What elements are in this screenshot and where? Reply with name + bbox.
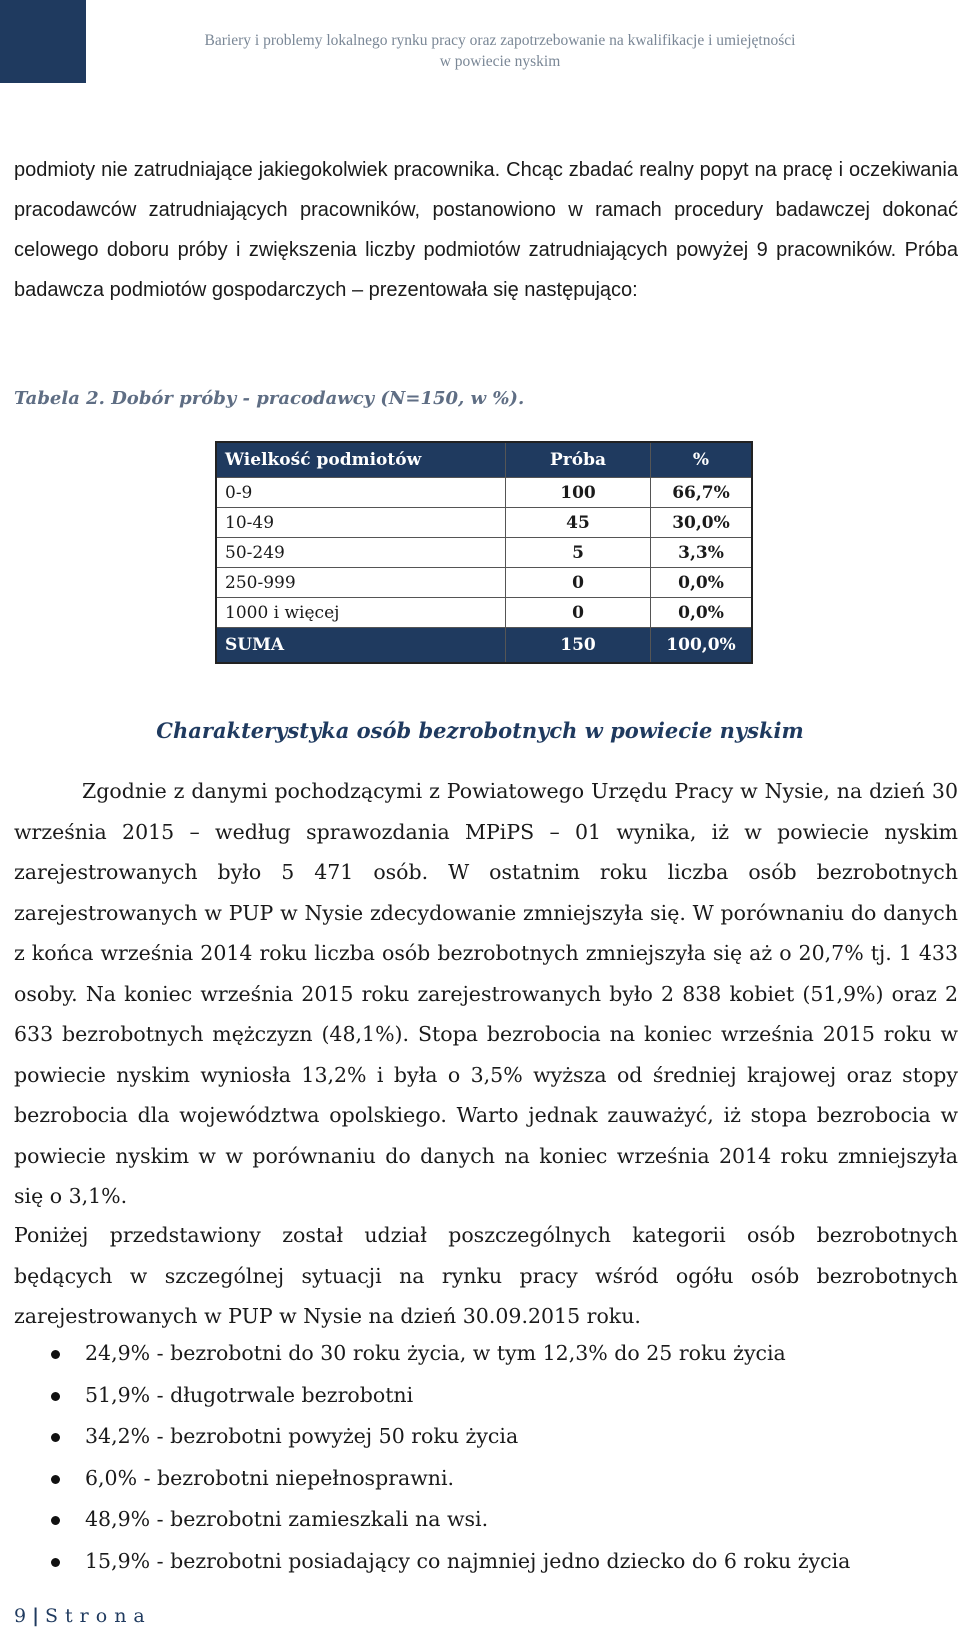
- running-header-line-1: Bariery i problemy lokalnego rynku pracy oraz zapotrzebowanie na kwalifikacje i umiejętności: [204, 32, 796, 49]
- bullet-icon: [51, 1558, 60, 1567]
- column-header: %: [651, 442, 753, 478]
- table-cell: 1000 i więcej: [216, 598, 506, 628]
- list-item: [0, 1541, 850, 1583]
- total-label: SUMA: [216, 628, 506, 664]
- page-number: 9: [14, 1605, 27, 1627]
- list-item: [0, 1458, 850, 1500]
- total-count: 150: [506, 628, 651, 664]
- page-footer: [14, 1605, 152, 1627]
- bullet-icon: [51, 1392, 60, 1401]
- running-header-line-2: w powiecie nyskim: [439, 53, 561, 70]
- page-label: Strona: [45, 1605, 152, 1627]
- list-item-text: 51,9% - długotrwale bezrobotni: [85, 1382, 414, 1407]
- list-item-text: 24,9% - bezrobotni do 30 roku życia, w tym 12,3% do 25 roku życia: [85, 1341, 786, 1365]
- bullet-icon: [51, 1350, 60, 1359]
- table-cell: 100: [506, 478, 651, 508]
- table-row: [216, 568, 752, 598]
- unemployment-paragraph-text: Zgodnie z danymi pochodzącymi z Powiatowego Urzędu Pracy w Nysie, na dzień 30 września 2015 – według sprawozdania MPiPS – 01 wynika, iż w powiecie nyskim zarejestrowanych było 5 471 osób. W ostatnim roku liczba osób bezrobotnych zarejestrowanych w PUP w Nysie zdecydowanie zmniejszyła się. W porównaniu do danych z końca września 2014 roku liczba osób bezrobotnych zmniejszyła się aż o 20,7% tj. 1 433 osoby. Na koniec września 2015 roku zarejestrowanych było 2 838 kobiet (51,9%) oraz 2 633 bezrobotnych mężczyzn (48,1%). Stopa bezrobocia na koniec września 2015 roku w powiecie nyskim wyniosła 13,2% i była o 3,5% wyższa od średniej krajowej oraz stopy bezrobocia dla województwa opolskiego. Warto jednak zauważyć, iż stopa bezrobocia w powiecie nyskim w w porównaniu do danych na koniec września 2014 roku zmniejszyła się o 3,1%.: [14, 779, 958, 1208]
- table-caption: Tabela 2. Dobór próby - pracodawcy (N=150, w %).: [14, 388, 525, 409]
- table-cell: 50-249: [216, 538, 506, 568]
- total-percent: 100,0%: [651, 628, 753, 664]
- bullet-list: [0, 1333, 850, 1582]
- table-cell: 0-9: [216, 478, 506, 508]
- list-item: [0, 1333, 850, 1375]
- table-cell: 5: [506, 538, 651, 568]
- bullet-icon: [51, 1516, 60, 1525]
- unemployment-paragraph: [14, 771, 958, 1217]
- table-cell: 10-49: [216, 508, 506, 538]
- bullet-icon: [51, 1433, 60, 1442]
- table-row: [216, 538, 752, 568]
- intro-paragraph: podmioty nie zatrudniające jakiegokolwiek pracownika. Chcąc zbadać realny popyt na pracę i oczekiwania pracodawców zatrudniających pracowników, postanowiono w ramach procedury badawczej dokonać celowego doboru próby i zwiększenia liczby podmiotów zatrudniających powyżej 9 pracowników. Próba badawcza podmiotów gospodarczych – prezentowała się następująco:: [14, 159, 958, 301]
- table-header-row: [216, 442, 752, 478]
- list-item-text: 15,9% - bezrobotni posiadający co najmniej jedno dziecko do 6 roku życia: [85, 1548, 851, 1573]
- list-item-text: 48,9% - bezrobotni zamieszkali na wsi.: [85, 1507, 489, 1531]
- table-row: [216, 508, 752, 538]
- table-row: [216, 478, 752, 508]
- list-item-text: 34,2% - bezrobotni powyżej 50 roku życia: [85, 1424, 519, 1448]
- column-header: Próba: [506, 442, 651, 478]
- table-cell: 30,0%: [651, 508, 753, 538]
- column-header: Wielkość podmiotów: [216, 442, 506, 478]
- table-cell: 250-999: [216, 568, 506, 598]
- table-cell: 0,0%: [651, 598, 753, 628]
- categories-paragraph: Poniżej przedstawiony został udział poszczególnych kategorii osób bezrobotnych będących w szczególnej sytuacji na rynku pracy wśród ogółu osób bezrobotnych zarejestrowanych w PUP w Nysie na dzień 30.09.2015 roku.: [14, 1223, 958, 1328]
- table-total-row: [216, 628, 752, 664]
- list-item: [0, 1416, 850, 1458]
- table-cell: 3,3%: [651, 538, 753, 568]
- table-cell: 45: [506, 508, 651, 538]
- list-item: [0, 1375, 850, 1417]
- table-cell: 0: [506, 568, 651, 598]
- table-cell: 66,7%: [651, 478, 753, 508]
- table-row: [216, 598, 752, 628]
- list-item: [0, 1499, 850, 1541]
- table-cell: 0,0%: [651, 568, 753, 598]
- section-heading: Charakterystyka osób bezrobotnych w powiecie nyskim: [156, 718, 804, 743]
- header-color-block: [0, 0, 86, 83]
- list-item-text: 6,0% - bezrobotni niepełnosprawni.: [85, 1465, 455, 1490]
- table-cell: 0: [506, 598, 651, 628]
- footer-separator: |: [32, 1605, 40, 1627]
- sample-table: [215, 441, 753, 664]
- running-header: [110, 30, 890, 72]
- bullet-icon: [51, 1475, 60, 1484]
